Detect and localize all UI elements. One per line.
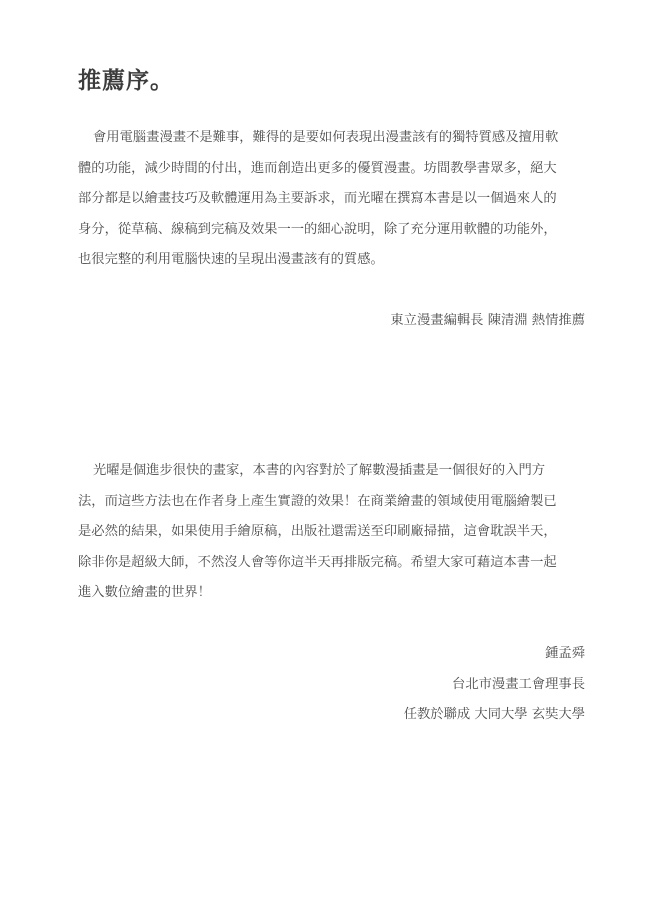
- foreword-1-text: [78, 123, 586, 276]
- foreword-1-line: 體的功能，減少時間的付出，進而創造出更多的優質漫畫。坊間教學書眾多，絕大: [78, 160, 557, 176]
- signature-title: 台北市漫畫工會理事長: [452, 676, 585, 692]
- foreword-2-line: 法，而這些方法也在作者身上產生實證的效果！在商業繪畫的領域使用電腦繪製已: [78, 493, 557, 509]
- foreword-1-line: 會用電腦畫漫畫不是難事，難得的是要如何表現出漫畫該有的獨特質感及擅用軟: [93, 130, 559, 145]
- foreword-2-line: 是必然的結果，如果使用手繪原稿，出版社還需送至印刷廠掃描，這會耽誤半天，: [78, 524, 557, 540]
- signature-affiliation: 任教於聯成 大同大學 玄奘大學: [403, 707, 585, 723]
- foreword-1-signature: [390, 306, 585, 337]
- page-title: 推薦序。: [78, 68, 174, 94]
- signature-line: 東立漫畫編輯長 陳清淵 熱情推薦: [390, 313, 585, 328]
- foreword-2-line: 除非你是超級大師，不然沒人會等你這半天再排版完稿。希望大家可藉這本書一起: [78, 554, 557, 570]
- foreword-1-line: 部分都是以繪畫技巧及軟體運用為主要訴求，而光曜在撰寫本書是以一個過來人的: [78, 191, 557, 207]
- foreword-2-text: [78, 456, 586, 609]
- signature-name: 鍾孟舜: [545, 646, 585, 661]
- foreword-2-line: 光曜是個進步很快的畫家，本書的內容對於了解數漫插畫是一個很好的入門方: [93, 463, 546, 478]
- foreword-1-line: 身分，從草稿、線稿到完稿及效果一一的細心說明，除了充分運用軟體的功能外，: [78, 221, 557, 237]
- foreword-1-line: 也很完整的利用電腦快速的呈現出漫畫該有的質感。: [78, 252, 384, 268]
- foreword-2-line: 進入數位繪畫的世界！: [78, 585, 211, 601]
- foreword-2-signature: [404, 639, 585, 731]
